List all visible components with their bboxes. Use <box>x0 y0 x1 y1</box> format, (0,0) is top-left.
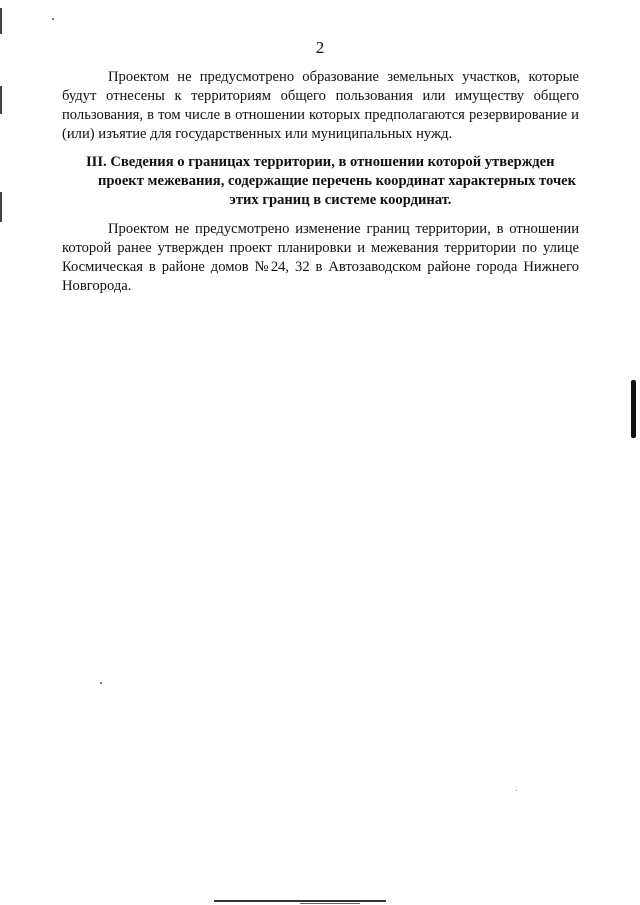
scan-bottom-mark <box>300 903 360 904</box>
scan-speck <box>516 790 517 791</box>
scan-edge-mark <box>0 86 2 114</box>
paragraph-boundaries: Проектом не предусмотрено изменение границ территории, в отношении которой ранее утвержден проект планировки и межевания территории по улице Космическая в районе домов №24, 32 в Автозаводском районе города Нижнего Новгорода. <box>62 221 579 294</box>
scan-binding-mark <box>631 380 636 438</box>
scan-speck <box>52 18 54 20</box>
section-heading <box>62 153 579 210</box>
section-heading-line: этих границ в системе координат. <box>229 192 452 208</box>
paragraph-land-plots: Проектом не предусмотрено образование земельных участков, которые будут отнесены к территориям общего пользования или имуществу общего пользования, в том числе в отношении которых предполагаются резервирование и (или) изъятие для государственных или муниципальных нужд. <box>62 69 579 142</box>
scan-edge-mark <box>0 192 2 222</box>
section-heading-line: проект межевания, содержащие перечень координат характерных точек <box>98 173 577 189</box>
page-number: 2 <box>315 38 325 57</box>
section-heading-line: III. Сведения о границах территории, в отношении которой утвержден <box>86 154 555 170</box>
scan-bottom-mark <box>214 900 386 902</box>
scan-speck <box>100 682 102 684</box>
scan-edge-mark <box>0 8 2 34</box>
